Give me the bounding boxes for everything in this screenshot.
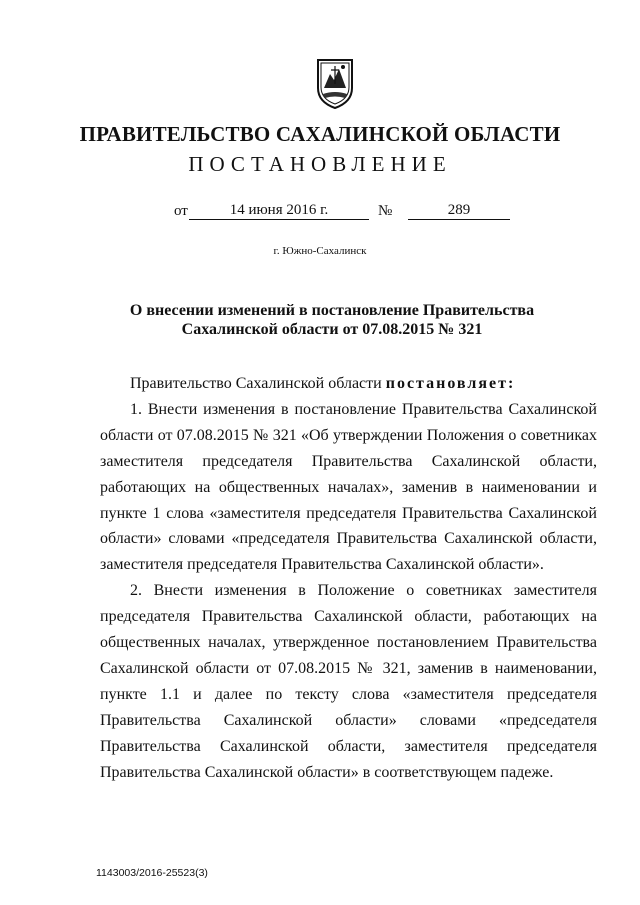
paragraph-2: 2. Внести изменения в Положение о советниках заместителя председателя Правительства Сахалинской области, работающих на общественных началах, утвержденное постановлением Правительства Сахалинской области от 07.08.2015 № 321, заменив в наименовании, пункте 1.1 и далее по тексту слова «заместителя председателя Правительства Сахалинской области» словами «председателя Правительства Сахалинской области, заместителя председателя Правительства Сахалинской области» в соответствующем падеже. xyxy=(100,582,597,781)
resolution-intro xyxy=(130,371,597,397)
document-date: 14 июня 2016 г. xyxy=(189,201,369,220)
heading-line-1: О внесении изменений в постановление Правительства xyxy=(129,302,535,319)
date-number-line xyxy=(0,201,640,223)
number-label: № xyxy=(378,203,393,219)
date-from-label: от xyxy=(174,203,188,219)
city-name: г. Южно-Сахалинск xyxy=(273,245,367,257)
document-code: 1143003/2016-25523(3) xyxy=(96,867,208,879)
intro-prefix: Правительство Сахалинской области xyxy=(130,375,386,392)
document-body xyxy=(100,371,597,786)
document-number: 289 xyxy=(408,201,510,220)
intro-action: постановляет: xyxy=(385,375,516,392)
document-type: ПОСТАНОВЛЕНИЕ xyxy=(188,152,452,176)
coat-of-arms-icon xyxy=(316,58,354,110)
heading-line-2: Сахалинской области от 07.08.2015 № 321 xyxy=(181,321,483,338)
organization-title: ПРАВИТЕЛЬСТВО САХАЛИНСКОЙ ОБЛАСТИ xyxy=(79,122,561,146)
document-heading xyxy=(120,301,544,339)
paragraph-1: 1. Внести изменения в постановление Правительства Сахалинской области от 07.08.2015 № 321 «Об утверждении Положения о советниках заместителя председателя Правительства Сахалинской области, работающих на общественных началах», заменив в наименовании и пункте 1 слова «заместителя председателя Правительства Сахалинской области» словами «председателя Правительства Сахалинской области, заместителя председателя Правительства Сахалинской области». xyxy=(100,400,597,574)
